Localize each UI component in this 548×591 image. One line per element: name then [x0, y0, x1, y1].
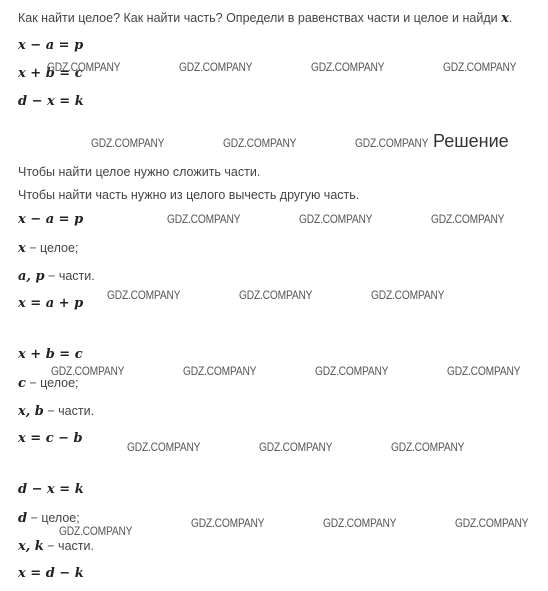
- watermark: GDZ.COMPANY: [167, 212, 241, 226]
- task-equation-2: x + b = c: [18, 66, 83, 81]
- watermark: GDZ.COMPANY: [311, 60, 385, 74]
- watermark: GDZ.COMPANY: [371, 288, 445, 302]
- watermark: GDZ.COMPANY: [51, 364, 125, 378]
- watermark: GDZ.COMPANY: [91, 136, 165, 150]
- solution-3-equation: d − x = k: [18, 482, 84, 497]
- task-equation-3: d − x = k: [18, 94, 84, 109]
- solution-1-parts-var: a, p: [18, 269, 45, 284]
- solution-3-parts-var: x, k: [18, 539, 44, 554]
- watermark: GDZ.COMPANY: [107, 288, 181, 302]
- watermark: GDZ.COMPANY: [447, 364, 521, 378]
- solution-1-whole-var: x: [18, 241, 26, 256]
- solution-2-equation: x + b = c: [18, 347, 83, 362]
- solution-2-parts: [18, 403, 94, 420]
- task-equation-1: x − a = p: [18, 38, 84, 53]
- rule-whole: Чтобы найти целое нужно сложить части.: [18, 165, 261, 179]
- question-variable: x: [501, 11, 509, 26]
- solution-2-parts-var: x, b: [18, 404, 44, 419]
- solution-3-whole-label: − целое;: [27, 511, 80, 525]
- watermark: GDZ.COMPANY: [239, 288, 313, 302]
- rule-part: Чтобы найти часть нужно из целого вычесть другую часть.: [18, 188, 360, 202]
- watermark: GDZ.COMPANY: [259, 440, 333, 454]
- watermark: GDZ.COMPANY: [299, 212, 373, 226]
- solution-2-whole-label: − целое;: [25, 376, 79, 390]
- watermark: GDZ.COMPANY: [455, 516, 529, 530]
- solution-3-parts-label: − части.: [43, 539, 94, 553]
- watermark: GDZ.COMPANY: [183, 364, 257, 378]
- watermark: GDZ.COMPANY: [47, 60, 121, 74]
- solution-heading: Решение: [433, 131, 509, 151]
- watermark: GDZ.COMPANY: [315, 364, 389, 378]
- solution-3-result: x = d − k: [18, 566, 84, 581]
- solution-1-whole: [18, 240, 78, 257]
- question-text: [18, 10, 512, 27]
- watermark: GDZ.COMPANY: [179, 60, 253, 74]
- watermark: GDZ.COMPANY: [443, 60, 517, 74]
- watermark: GDZ.COMPANY: [431, 212, 505, 226]
- solution-2-parts-label: − части.: [43, 404, 95, 418]
- watermark: GDZ.COMPANY: [191, 516, 265, 530]
- watermark: GDZ.COMPANY: [223, 136, 297, 150]
- watermark: GDZ.COMPANY: [323, 516, 397, 530]
- question-period: .: [508, 11, 513, 25]
- solution-1-result: x = a + p: [18, 296, 84, 311]
- solution-1-equation: x − a = p: [18, 212, 84, 227]
- solution-3-parts: [18, 538, 94, 555]
- solution-1-parts-label: − части.: [44, 269, 95, 283]
- watermark: GDZ.COMPANY: [391, 440, 465, 454]
- watermark: GDZ.COMPANY: [127, 440, 201, 454]
- solution-1-whole-label: − целое;: [25, 241, 79, 255]
- watermark: GDZ.COMPANY: [355, 136, 429, 150]
- solution-2-whole-var: c: [18, 376, 26, 391]
- watermark: GDZ.COMPANY: [59, 524, 133, 538]
- solution-1-parts: [18, 268, 95, 285]
- solution-3-whole-var: d: [18, 511, 28, 526]
- question-body: Как найти целое? Как найти часть? Определи в равенствах части и целое и найди: [18, 11, 498, 25]
- solution-2-result: x = c − b: [18, 431, 83, 446]
